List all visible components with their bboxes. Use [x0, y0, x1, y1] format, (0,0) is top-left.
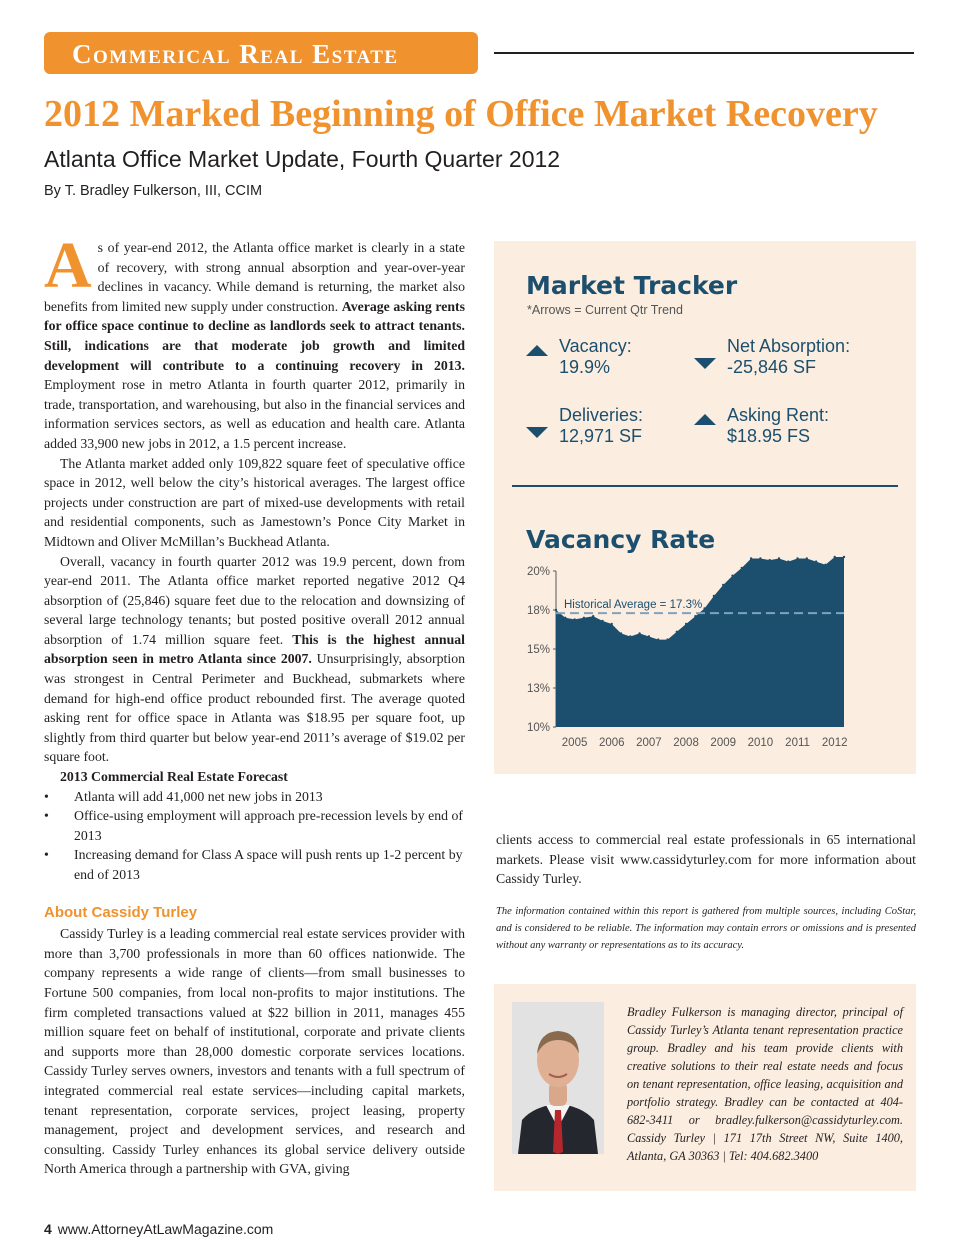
- data-point: [796, 557, 798, 559]
- forecast-heading: 2013 Commercial Real Estate Forecast: [60, 769, 288, 785]
- forecast-item: • Increasing demand for Class A space will push rents up 1-2 percent by end of 2013: [44, 845, 465, 884]
- data-point: [583, 617, 585, 619]
- data-point: [722, 584, 724, 586]
- section-tab: [44, 32, 478, 74]
- y-tick-label: 15%: [526, 644, 550, 656]
- article-paragraph-1: [44, 229, 465, 454]
- data-point: [676, 631, 678, 633]
- metric-value: 19.9%: [559, 357, 611, 377]
- data-point: [787, 560, 789, 562]
- data-point: [713, 595, 715, 597]
- market-tracker-panel: [494, 241, 916, 774]
- about-heading: About Cassidy Turley: [44, 903, 198, 921]
- data-point: [824, 564, 826, 566]
- p3-end: Unsurprisingly, absorption was strongest in Central Perimeter and Buckhead, submarkets where demand for high-end office product rebounded first. The average quoted asking rent for office space in Atlanta was $18.95 per square foot, up slightly from third quarter but below year-end 2011’s average of $19.02 per square foot.: [44, 651, 465, 765]
- data-point: [685, 623, 687, 625]
- x-tick-label: 2006: [598, 737, 625, 749]
- page-number: 4: [44, 1221, 52, 1237]
- data-point: [648, 635, 650, 637]
- data-point: [769, 559, 771, 561]
- market-tracker-title: Market Tracker: [526, 271, 738, 300]
- dropcap: A: [44, 229, 92, 302]
- x-tick-label: 2008: [673, 737, 699, 749]
- header-rule: [494, 52, 914, 54]
- data-point: [741, 567, 743, 569]
- metric-label: Net Absorption:: [727, 336, 851, 356]
- x-tick-label: 2010: [747, 737, 774, 749]
- metric-value: $18.95 FS: [727, 426, 811, 446]
- metric-value: -25,846 SF: [727, 357, 817, 377]
- vacancy-chart-title: Vacancy Rate: [526, 525, 716, 554]
- market-tracker-note: *Arrows = Current Qtr Trend: [527, 303, 683, 317]
- metric-label: Asking Rent:: [727, 405, 830, 425]
- forecast-item: • Office-using employment will approach pre-recession levels by end of 2013: [44, 806, 465, 845]
- author-bio-box: [494, 984, 916, 1191]
- x-tick-label: 2007: [636, 737, 662, 749]
- p3-start: Overall, vacancy in fourth quarter 2012 was 19.9 percent, down from year-end 2011. The Atlanta office market reported negative 2012 Q4 absorption of (25,846) square feet due to the relocation and downsizing of several large technology tenants; but posted positive overall 2012 annual absorption of 1.74 million square feet.: [44, 553, 465, 647]
- disclaimer: The information contained within this report is gathered from multiple sources, including CoStar, and is considered to be reliable. The information may contain errors or omissions and is presented without any warranty or representations as to its accuracy.: [496, 906, 916, 951]
- data-point: [834, 556, 836, 558]
- p1-bold: Average asking rents for office space continue to decline as landlords seek to attract tenants. Still, indications are that moderate job growth and limited development will contribute to a continuing recovery in 2013.: [44, 298, 465, 373]
- p3-bold: This is the highest annual absorption seen in metro Atlanta since 2007.: [44, 631, 465, 667]
- metric-value: 12,971 SF: [559, 426, 643, 446]
- x-tick-label: 2011: [785, 737, 810, 749]
- vacancy-area: [556, 557, 844, 727]
- author-bio: Bradley Fulkerson is managing director, principal of Cassidy Turley’s Atlanta tenant representation practice group. Bradley and his team provide clients with creative solutions to their real estate needs and focus on tenant representation, office leasing, acquisition and portfolio strategy. Bradley can be contacted at 404-682-3411 or bradley.fulkerson@cassidyturley.com. Cassidy Turley | 171 17th Street NW, Suite 1400, Atlanta, GA 30363 | Tel: 404.682.3400: [627, 1005, 903, 1163]
- data-point: [601, 620, 603, 622]
- data-point: [815, 560, 817, 562]
- data-point: [759, 557, 761, 559]
- data-point: [843, 556, 845, 558]
- footer-site: www.AttorneyAtLawMagazine.com: [57, 1221, 274, 1237]
- article-paragraph-2: The Atlanta market added only 109,822 square feet of speculative office space in 2012, well below the city’s historical averages. The largest office projects under construction are part of mixed-use developments with retail and residential components, such as Jamestown’s Ponce City Market in Midtown and Oliver McMillan’s Buckhead Atlanta.: [44, 455, 465, 549]
- data-point: [620, 632, 622, 634]
- metric-label: Deliveries:: [559, 405, 644, 425]
- data-point: [703, 607, 705, 609]
- data-point: [564, 617, 566, 619]
- data-point: [657, 638, 659, 640]
- y-tick-label: 13%: [526, 683, 550, 695]
- metric-label: Vacancy:: [559, 336, 632, 356]
- data-point: [573, 618, 575, 620]
- p1-end: Employment rose in metro Atlanta in fourth quarter 2012, primarily in trade, transportation, and warehousing, but also in the financial services and information services sectors, as well as education and health care. Atlanta added 33,900 new jobs in 2012, a 1.5 percent increase.: [44, 377, 465, 451]
- forecast-list: [44, 787, 465, 885]
- x-tick-label: 2009: [710, 737, 737, 749]
- x-tick-label: 2005: [561, 737, 588, 749]
- headline: 2012 Marked Beginning of Office Market Recovery: [44, 93, 878, 135]
- data-point: [592, 615, 594, 617]
- forecast-item: • Atlanta will add 41,000 net new jobs in 2013: [44, 787, 465, 807]
- data-point: [731, 575, 733, 577]
- p1-start: s of year-end 2012, the Atlanta office market is clearly in a state of recovery, with strong annual absorption and year-over-year declines in vacancy. While demand is returning, the market also benefits from limited new supply under construction.: [44, 240, 465, 314]
- data-point: [629, 635, 631, 637]
- data-point: [694, 615, 696, 617]
- data-point: [638, 632, 640, 634]
- data-point: [806, 557, 808, 559]
- x-tick-label: 2012: [821, 737, 848, 749]
- about-continued: clients access to commercial real estate professionals in 65 international markets. Please visit www.cassidyturley.com for more information about Cassidy Turley.: [496, 832, 916, 887]
- y-tick-label: 18%: [526, 605, 550, 617]
- article-right-column: [496, 830, 916, 889]
- vacancy-rate-chart: [494, 241, 916, 774]
- article-paragraph-3: [44, 552, 465, 768]
- byline: By T. Bradley Fulkerson, III, CCIM: [44, 183, 263, 199]
- article-left-column: [44, 229, 465, 1179]
- footer: [44, 1221, 273, 1237]
- data-point: [666, 638, 668, 640]
- data-point: [750, 557, 752, 559]
- y-tick-label: 20%: [526, 566, 550, 578]
- y-tick-label: 10%: [526, 722, 550, 734]
- author-photo: [512, 1002, 604, 1154]
- section-tab-label: Commerical Real Estate: [72, 39, 399, 69]
- data-point: [555, 609, 557, 611]
- data-point: [778, 557, 780, 559]
- subheadline: Atlanta Office Market Update, Fourth Quarter 2012: [44, 146, 561, 172]
- data-point: [611, 623, 613, 625]
- about-paragraph: Cassidy Turley is a leading commercial real estate services provider with more than 3,700 professionals in more than 60 offices nationwide. The company represents a wide range of clients—from small businesses to Fortune 500 companies, from local non-profits to major institutions. The firm completed transactions valued at $22 billion in 2011, manages 455 million square feet on behalf of institutional, corporate and private clients and supports more than 28,000 domestic corporate services locations. Cassidy Turley serves owners, investors and tenants with a full spectrum of integrated commercial real estate services—including capital markets, tenant representation, corporate services, project leasing, property management, project and development services, and research and consulting. Cassidy Turley enhances its global service delivery outside North America through a partnership with GVA, giving: [44, 926, 465, 1177]
- historical-average-label: Historical Average = 17.3%: [564, 599, 703, 612]
